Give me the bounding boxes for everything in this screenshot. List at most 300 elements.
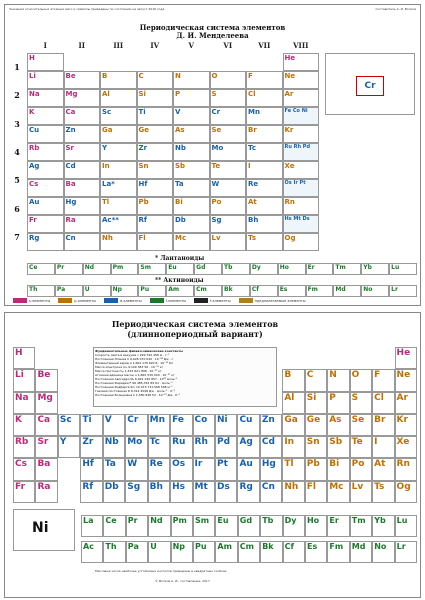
element-symbol: Ba [37,459,51,470]
element-symbol: Fm [307,286,318,293]
element-cell [246,233,283,251]
element-symbol: Ne [284,72,296,80]
element-symbol: Md [335,286,346,293]
element-cell [327,458,349,480]
element-symbol: Fl [306,481,316,492]
element-cell [137,143,174,161]
lanthanide-cell [194,263,222,275]
element-symbol: N [329,370,337,381]
lanthanide-cell [306,263,334,275]
element-symbol: Mc [175,234,187,242]
period-label: 6 [14,203,20,214]
element-symbol: Cu [239,414,253,425]
lanthanide-cell [215,515,237,537]
element-symbol: Ds [217,481,230,492]
lanthanide-cell [171,515,193,537]
legend-swatch [13,298,27,303]
element-symbol: Lr [391,286,398,293]
legend [13,298,418,303]
element-cell [13,436,35,458]
element-symbol: Sm [194,516,210,525]
element-cell [148,481,170,503]
element-cell [64,161,101,179]
element-cell [210,125,247,143]
element-cell [173,161,210,179]
element-symbol: Rg [29,234,40,242]
lanthanide-cell [138,263,166,275]
period-label: 5 [14,175,20,186]
element-cell [246,125,283,143]
element-cell [246,89,283,107]
element-symbol: Rh [194,437,208,448]
element-symbol: H [29,54,35,62]
element-symbol: Pa [127,542,139,551]
key-symbol: Cr [356,76,384,96]
element-cell [103,481,125,503]
element-cell [173,107,210,125]
element-symbol: Hs [172,481,185,492]
element-symbol: Es [279,286,288,293]
lanthanide-cell [389,263,417,275]
element-cell [58,436,80,458]
element-symbol: Sc [59,414,72,425]
element-cell [170,481,192,503]
element-symbol: Ru Rh Pd [284,144,311,150]
element-symbol: S [351,392,359,403]
element-cell [125,458,147,480]
element-symbol: Am [168,286,180,293]
element-symbol: Au [29,198,40,206]
element-symbol: Fl [138,234,146,242]
element-cell [395,392,417,414]
legend-item [239,299,306,303]
element-symbol: Cs [29,180,39,188]
element-cell [372,414,394,436]
element-symbol: Mg [65,90,78,98]
element-symbol: Gd [239,516,253,525]
lanthanide-cell [333,263,361,275]
element-symbol: Cr [211,108,221,116]
lanthanide-row-long [81,515,417,537]
element-symbol: Es [306,542,318,551]
element-cell [282,369,304,391]
element-symbol: O [211,72,218,80]
legend-item [104,299,142,303]
actinide-cell [166,285,194,297]
element-symbol: Li [15,370,24,381]
element-symbol: Ru [172,437,186,448]
element-symbol: At [374,459,386,470]
element-symbol: Rn [396,459,410,470]
element-cell [282,436,304,458]
element-cell [215,436,237,458]
element-symbol: Pb [138,198,149,206]
element-cell [125,436,147,458]
legend-item [13,299,50,303]
element-symbol: B [284,370,292,381]
lanthanide-cell [283,515,305,537]
element-cell [210,215,247,233]
element-symbol: Hs Mt Ds [284,216,310,222]
element-symbol: Ne [396,370,411,381]
element-symbol: Tl [284,459,294,470]
legend-label: d-элементы [119,298,142,303]
element-symbol: U [150,542,157,551]
element-cell [260,436,282,458]
element-cell [125,414,147,436]
element-symbol: Am [217,542,232,551]
element-cell [210,233,247,251]
element-cell [137,125,174,143]
element-symbol: Pm [172,516,187,525]
element-symbol: Pu [140,286,150,293]
element-cell [283,53,320,71]
element-symbol: Be [65,72,76,80]
element-symbol: Se [211,126,222,134]
element-symbol: Kr [396,414,408,425]
element-symbol: Tb [262,516,274,525]
element-cell [372,369,394,391]
element-cell [193,481,215,503]
element-symbol: Cn [65,234,76,242]
element-symbol: Nh [284,481,299,492]
element-symbol: Li [29,72,36,80]
element-symbol: Lu [391,264,400,271]
empty-cell [327,347,349,369]
element-symbol: Ta [175,180,184,188]
element-symbol: Sn [306,437,320,448]
element-cell [395,414,417,436]
element-symbol: Br [248,126,257,134]
element-cell [27,53,64,71]
element-symbol: S [211,90,217,98]
actinide-cell [222,285,250,297]
element-cell [170,414,192,436]
element-symbol: Nb [104,437,119,448]
element-cell [210,161,247,179]
element-symbol: Ca [37,414,51,425]
element-cell [215,458,237,480]
actinide-cell [395,541,417,563]
element-symbol: Pr [56,264,65,271]
element-symbol: Bh [149,481,163,492]
element-symbol: Bi [175,198,183,206]
group-label: I [43,41,47,50]
actinide-cell [327,541,349,563]
lanthanide-row [27,263,417,275]
element-symbol: Tm [351,516,366,525]
element-symbol: Pb [306,459,320,470]
element-symbol: Nh [102,234,113,242]
element-symbol: Al [284,392,295,403]
element-symbol: Pt [217,459,228,470]
element-cell [283,107,320,125]
empty-cell [35,347,57,369]
element-symbol: Th [105,542,117,551]
element-cell [35,414,57,436]
element-symbol: Tc [248,144,256,152]
element-cell [137,107,174,125]
element-symbol: Lv [351,481,364,492]
element-cell [327,414,349,436]
element-cell [100,125,137,143]
element-symbol: B [102,72,108,80]
actinide-cell [350,541,372,563]
lanthanide-cell [238,515,260,537]
element-symbol: Cs [15,459,27,470]
actinide-cell [250,285,278,297]
legend-item [150,299,187,303]
element-cell [260,414,282,436]
element-cell [260,481,282,503]
element-cell [137,197,174,215]
element-cell [64,143,101,161]
element-cell [27,233,64,251]
element-symbol: Te [351,437,363,448]
lanthanide-cell [148,515,170,537]
element-symbol: Mn [149,414,166,425]
element-symbol: He [284,54,296,62]
element-symbol: Ti [82,414,92,425]
actinide-cell [215,541,237,563]
element-cell [100,53,137,71]
element-symbol: H [15,348,23,358]
element-symbol: Cf [251,286,259,293]
element-cell [350,369,372,391]
actinide-cell [171,541,193,563]
element-symbol: Si [306,392,317,403]
element-symbol: Cf [284,542,294,551]
long-period-table-sheet [4,312,421,598]
element-symbol: Hf [138,180,148,188]
top-right-note: Составитель А. И. Волков [375,7,416,11]
element-symbol: Sb [329,437,343,448]
element-cell [27,197,64,215]
element-cell [173,71,210,89]
element-symbol: Kr [284,126,294,134]
element-cell [193,436,215,458]
element-symbol: Ga [102,126,113,134]
element-cell [372,481,394,503]
element-symbol: Pm [112,264,124,271]
element-cell [137,215,174,233]
element-cell [327,369,349,391]
element-cell [246,107,283,125]
element-symbol: Ra [65,216,76,224]
element-cell [100,71,137,89]
element-cell [13,414,35,436]
legend-item [194,299,231,303]
element-symbol: Re [248,180,259,188]
element-symbol: As [175,126,185,134]
element-cell [64,179,101,197]
element-cell [35,369,57,391]
legend-swatch [194,298,208,303]
element-cell [237,414,259,436]
element-symbol: In [284,437,295,448]
element-symbol: As [329,414,342,425]
element-cell [103,436,125,458]
element-cell [148,414,170,436]
element-symbol: Ca [65,108,76,116]
element-symbol: Cl [374,392,384,403]
legend-swatch [58,298,72,303]
lanthanide-cell [350,515,372,537]
element-cell [137,89,174,107]
constant-row: Масса протона mₚ 1,672 621 898 · 10⁻²⁷ кг [95,369,162,373]
element-symbol: Ti [138,108,146,116]
empty-cell [282,347,304,369]
element-cell [170,436,192,458]
lanthanide-cell [361,263,389,275]
element-symbol: Ac [83,542,94,551]
element-symbol: I [248,162,251,170]
element-cell [210,179,247,197]
group-label: II [78,41,86,50]
actinide-cell [111,285,139,297]
actinide-cell [194,285,222,297]
element-symbol: Eu [168,264,177,271]
actinide-cell [306,285,334,297]
element-symbol: Co [194,414,208,425]
element-cell [80,436,102,458]
element-cell [193,458,215,480]
element-cell [350,414,372,436]
element-cell [80,458,102,480]
group-label: III [113,41,124,50]
lanthanide-cell [55,263,83,275]
element-symbol: Lr [396,542,406,551]
element-symbol: Ta [104,459,116,470]
actinide-cell [103,541,125,563]
element-cell [13,369,35,391]
element-symbol: La [83,516,94,525]
element-symbol: At [248,198,257,206]
element-symbol: Bh [248,216,259,224]
element-cell [395,369,417,391]
element-symbol: Rf [138,216,147,224]
legend-label: предполагаемые элементы [254,298,306,303]
group-label: VIII [293,41,309,50]
element-cell [327,392,349,414]
element-symbol: Md [351,542,366,551]
lanthanide-cell [193,515,215,537]
element-cell [350,458,372,480]
actinide-cell [55,285,83,297]
constant-row: Постоянная Фарадея F 96 485,332 89 Кл · моль⁻¹ [95,381,173,385]
legend-label: s-элементы [29,298,51,303]
element-cell [64,197,101,215]
element-cell [137,71,174,89]
constant-row: Атомная единица массы u 1,660 539 040 · 10⁻²⁷ кг [95,373,175,377]
element-cell [13,458,35,480]
element-symbol: Po [351,459,365,470]
element-cell [27,71,64,89]
lanthanides-label: * Лантаноиды [155,255,205,262]
key-box [13,509,75,551]
element-symbol: Pa [56,286,66,293]
element-symbol: Si [138,90,146,98]
legend-item [58,299,96,303]
element-symbol: P [329,392,336,403]
element-symbol: Cl [248,90,256,98]
element-cell [246,71,283,89]
element-symbol: Zr [82,437,94,448]
element-cell [283,215,320,233]
element-symbol: Na [29,90,40,98]
constant-row: Постоянная Планка h 6,626 070 040 · 10⁻³⁴ Дж · с [95,357,174,361]
element-symbol: Ag [29,162,40,170]
element-symbol: Hg [65,198,77,206]
element-symbol: Rb [15,437,29,448]
lanthanide-cell [305,515,327,537]
element-cell [125,481,147,503]
lanthanide-cell [126,515,148,537]
element-symbol: Mc [329,481,344,492]
constants-title: Фундаментальные физико-химические константы [95,349,183,353]
element-cell [64,125,101,143]
sheet1-title: Периодическая система элементов [139,23,286,32]
element-cell [80,414,102,436]
element-cell [237,458,259,480]
element-cell [27,179,64,197]
element-symbol: Br [374,414,386,425]
element-symbol: He [396,348,411,358]
element-symbol: Cu [29,126,40,134]
empty-cell [305,347,327,369]
element-cell [305,392,327,414]
element-symbol: Mt [194,481,208,492]
actinide-cell [81,541,103,563]
element-symbol: C [306,370,314,381]
actinide-cell [283,541,305,563]
element-symbol: La* [102,180,115,188]
element-cell [100,215,137,233]
element-cell [210,71,247,89]
element-symbol: Db [175,216,186,224]
element-cell [173,125,210,143]
element-symbol: Mo [211,144,224,152]
element-cell [282,414,304,436]
actinide-cell [27,285,55,297]
group-label: VII [258,41,271,50]
constant-row: Газовая постоянная R 8,314 4598 Дж · моль⁻¹ · К⁻¹ [95,389,176,393]
element-symbol: No [374,542,387,551]
element-cell [395,436,417,458]
element-cell [100,89,137,107]
element-cell [80,481,102,503]
element-cell [173,233,210,251]
element-symbol: Zn [261,414,275,425]
element-symbol: Sg [127,481,141,492]
element-symbol: Os Ir Pt [284,180,306,186]
element-cell [100,161,137,179]
legend-label: f-элементы [165,298,187,303]
element-symbol: Er [307,264,315,271]
element-cell [148,436,170,458]
element-cell [283,71,320,89]
element-cell [282,481,304,503]
element-symbol: Mg [37,392,53,403]
group-label: IV [150,41,160,50]
element-cell [64,53,101,71]
element-symbol: Ts [374,481,385,492]
element-symbol: Fe [172,414,184,425]
element-cell [210,53,247,71]
element-symbol: Au [239,459,253,470]
element-cell [395,458,417,480]
period-column [9,53,25,251]
